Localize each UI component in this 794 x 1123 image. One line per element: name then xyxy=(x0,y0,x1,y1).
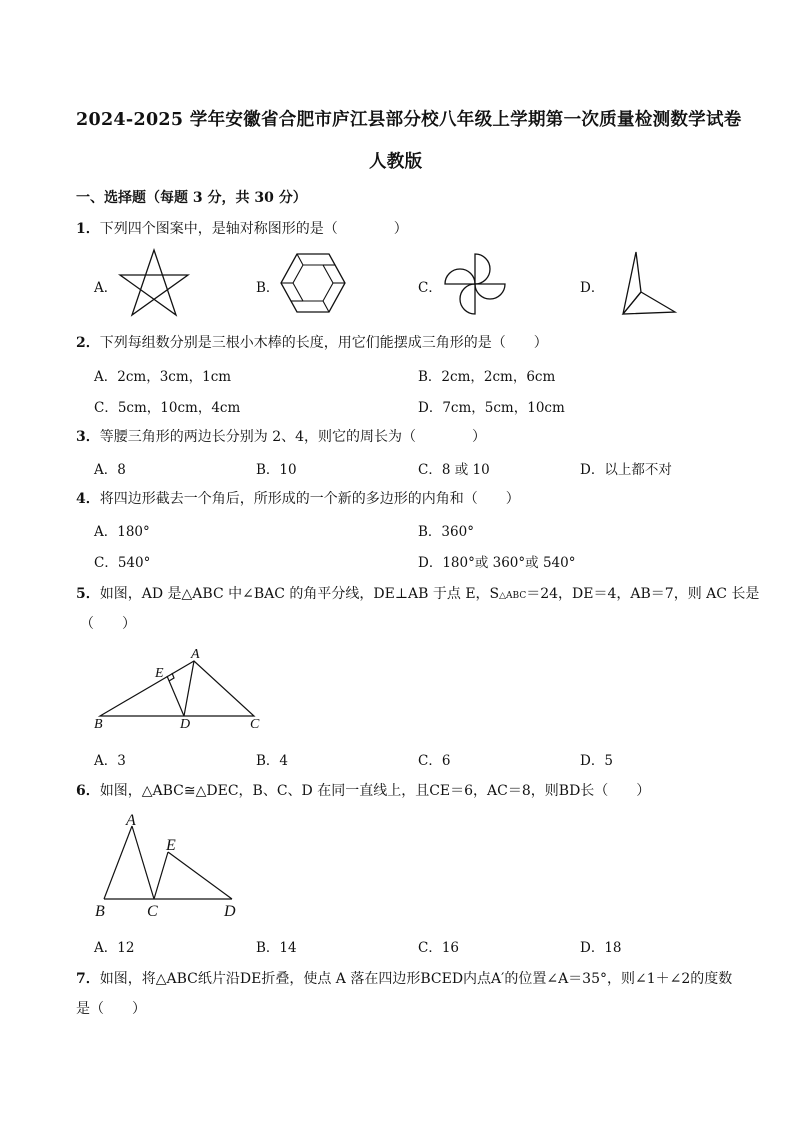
q5-option-b: B．4 xyxy=(256,753,289,769)
star-figure xyxy=(116,247,192,319)
q6-option-b: B．14 xyxy=(256,940,297,956)
question-text-cont: ＝24，DE＝4，AB＝7，则 AC 长是 xyxy=(526,586,760,602)
question-number: 1． xyxy=(76,221,100,237)
question-text: 将四边形截去一个角后，所形成的一个新的多边形的内角和（ ） xyxy=(99,491,520,507)
label-a: A xyxy=(191,647,200,662)
exam-title: 2024-2025 学年安徽省合肥市庐江县部分校八年级上学期第一次质量检测数学试卷 xyxy=(76,110,742,130)
q6-option-a: A．12 xyxy=(94,940,135,956)
hexagon-recycle-figure xyxy=(279,252,347,314)
q3-option-a: A．8 xyxy=(94,462,126,478)
label-b: B xyxy=(94,717,103,731)
label-a: A xyxy=(126,812,136,829)
q5-option-d: D．5 xyxy=(580,753,613,769)
exam-subtitle: 人教版 xyxy=(369,152,423,172)
question-text: 等腰三角形的两边长分别为 2、4，则它的周长为（ ） xyxy=(99,429,487,445)
subscript: △ABC xyxy=(499,591,527,601)
question-2 xyxy=(76,332,548,352)
q3-option-d: D．以上都不对 xyxy=(580,462,672,478)
section-heading: 一、选择题（每题 3 分，共 30 分） xyxy=(76,190,307,206)
question-text: 如图，将△ABC纸片沿DE折叠，使点 A 落在四边形BCED内点A′的位置∠A＝35°，则∠1＋∠2的度数 xyxy=(99,971,733,987)
q1-option-a: A． xyxy=(94,280,118,296)
q6-option-d: D．18 xyxy=(580,940,622,956)
question-3 xyxy=(76,426,486,446)
congruent-triangles-figure xyxy=(90,808,250,920)
question-1 xyxy=(76,218,408,238)
q1-option-b: B． xyxy=(256,280,280,296)
label-e: E xyxy=(155,666,164,681)
q4-option-c: C．540° xyxy=(94,555,151,571)
question-text: 如图，△ABC≅△DEC，B、C、D 在同一直线上，且CE＝6，AC＝8，则BD长（ ） xyxy=(99,783,651,799)
label-d: D xyxy=(180,717,191,731)
question-number: 5． xyxy=(76,586,100,602)
q2-option-b: B．2cm，2cm，6cm xyxy=(418,369,556,385)
question-number: 6． xyxy=(76,783,100,799)
q2-option-c: C．5cm，10cm，4cm xyxy=(94,400,241,416)
q5-option-a: A．3 xyxy=(94,753,126,769)
q4-option-a: A．180° xyxy=(94,524,150,540)
question-text: 如图，AD 是△ABC 中∠BAC 的角平分线，DE⊥AB 于点 E，S xyxy=(99,586,500,602)
q5-option-c: C．6 xyxy=(418,753,451,769)
question-number: 2． xyxy=(76,335,100,351)
pinwheel-figure xyxy=(443,252,507,316)
q2-option-d: D．7cm，5cm，10cm xyxy=(418,400,565,416)
label-c: C xyxy=(250,717,260,731)
q4-option-d: D．180°或 360°或 540° xyxy=(418,555,576,571)
question-number: 3． xyxy=(76,429,100,445)
question-5 xyxy=(76,583,759,603)
question-text: 下列四个图案中，是轴对称图形的是（ ） xyxy=(99,221,408,237)
label-b: B xyxy=(95,903,105,920)
label-c: C xyxy=(147,903,158,920)
label-d: D xyxy=(224,903,236,920)
question-6 xyxy=(76,780,650,800)
question-4 xyxy=(76,488,520,508)
question-5-paren: （ ） xyxy=(80,616,136,632)
question-number: 7． xyxy=(76,971,100,987)
tri-blade-figure xyxy=(603,250,679,318)
q3-option-c: C．8 或 10 xyxy=(418,462,490,478)
q1-option-d: D． xyxy=(580,280,605,296)
triangle-abc-figure xyxy=(90,645,270,731)
q2-option-a: A．2cm，3cm，1cm xyxy=(94,369,232,385)
q1-option-c: C． xyxy=(418,280,442,296)
question-7 xyxy=(76,968,732,988)
label-e: E xyxy=(166,837,176,854)
q4-option-b: B．360° xyxy=(418,524,474,540)
q3-option-b: B．10 xyxy=(256,462,297,478)
q6-option-c: C．16 xyxy=(418,940,460,956)
question-7-cont: 是（ ） xyxy=(76,1001,146,1017)
question-number: 4． xyxy=(76,491,100,507)
question-text: 下列每组数分别是三根小木棒的长度，用它们能摆成三角形的是（ ） xyxy=(99,335,548,351)
